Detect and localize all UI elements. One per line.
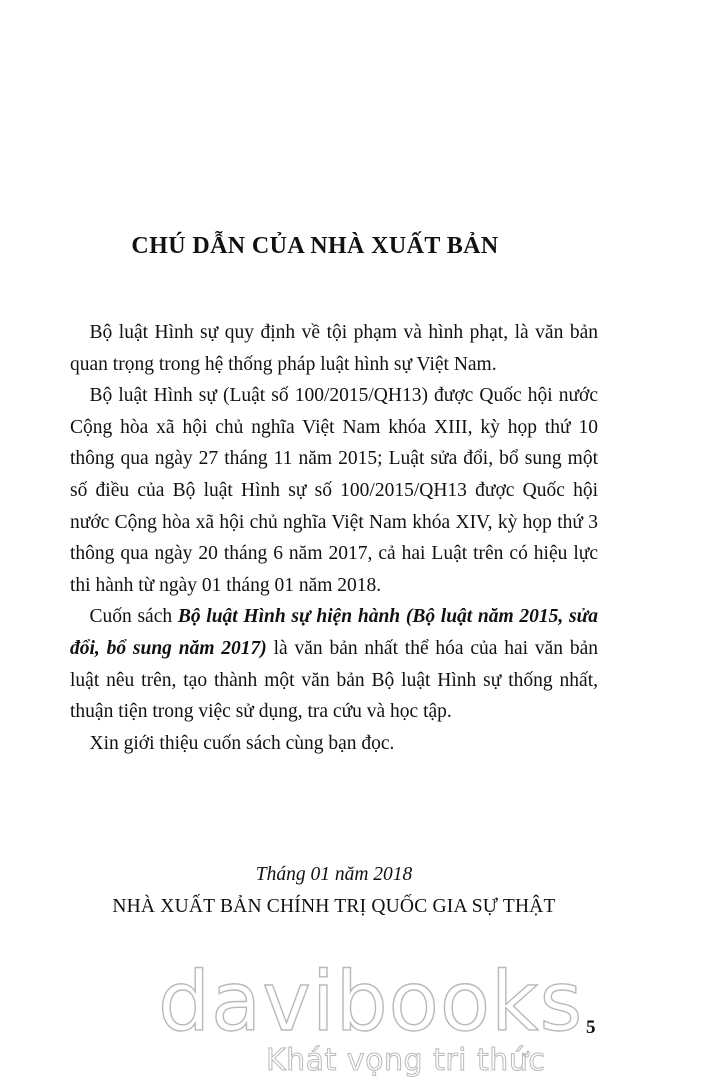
watermark-tagline: Khát vọng tri thức	[266, 1043, 546, 1078]
publisher-name: NHÀ XUẤT BẢN CHÍNH TRỊ QUỐC GIA SỰ THẬT	[112, 896, 556, 917]
paragraph-legal-history	[70, 380, 598, 601]
page-title: CHÚ DẪN CỦA NHÀ XUẤT BẢN	[131, 233, 499, 259]
paragraph-closing-text: Xin giới thiệu cuốn sách cùng bạn đọc.	[89, 732, 395, 754]
page-number: 5	[586, 1017, 596, 1038]
paragraph-book-suffix: là văn bản nhất thể hóa của hai văn bản luật nêu trên, tạo thành một văn bản Bộ luật Hình sự thống nhất, thuận tiện trong việc sử dụng, tra cứu và học tập.	[70, 637, 598, 723]
paragraph-closing	[70, 728, 598, 760]
watermark-brand: davibooks	[158, 955, 584, 1050]
paragraph-legal-history-text: Bộ luật Hình sự (Luật số 100/2015/QH13) được Quốc hội nước Cộng hòa xã hội chủ nghĩa Việt Nam khóa XIII, kỳ họp thứ 10 thông qua ngày 27 tháng 11 năm 2015; Luật sửa đổi, bổ sung một số điều của Bộ luật Hình sự số 100/2015/QH13 được Quốc hội nước Cộng hòa xã hội chủ nghĩa Việt Nam khóa XIV, kỳ họp thứ 3 thông qua ngày 20 tháng 6 năm 2017, cả hai Luật trên có hiệu lực thi hành từ ngày 01 tháng 01 năm 2018.	[70, 385, 598, 596]
paragraph-book-description	[70, 601, 598, 727]
book-title: Bộ luật Hình sự hiện hành (Bộ luật năm 2015, sửa đổi, bổ sung năm 2017)	[70, 606, 599, 659]
date-line: Tháng 01 năm 2018	[255, 864, 413, 885]
paragraph-intro-text: Bộ luật Hình sự quy định về tội phạm và hình phạt, là văn bản quan trọng trong hệ thống pháp luật hình sự Việt Nam.	[70, 322, 598, 375]
foreword-body	[70, 317, 598, 759]
paragraph-intro	[70, 317, 598, 380]
paragraph-book-prefix: Cuốn sách	[89, 606, 178, 628]
